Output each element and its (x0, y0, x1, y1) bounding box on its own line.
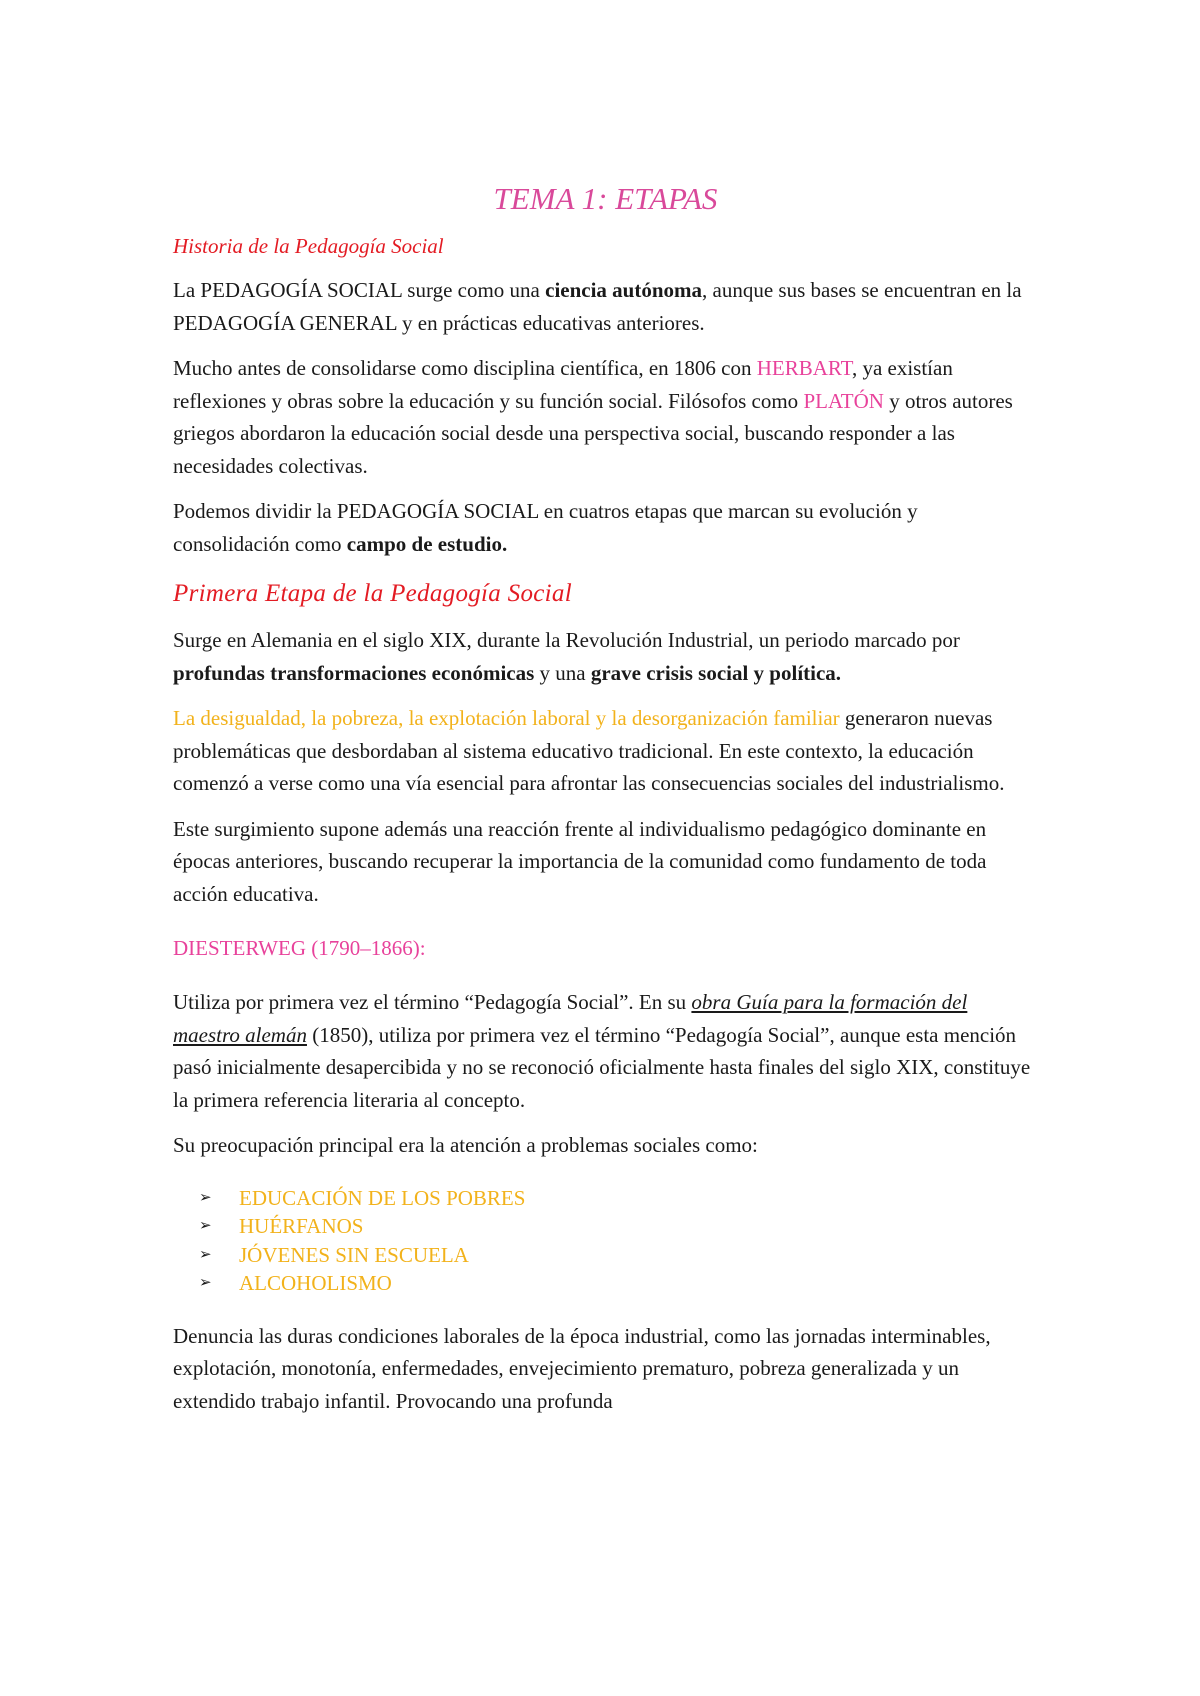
list-item (199, 1269, 1038, 1298)
bold-term: grave crisis social y política. (590, 660, 842, 685)
bold-term: profundas transformaciones económicas (173, 660, 535, 685)
text-run: Podemos dividir la PEDAGOGÍA SOCIAL en cuatros etapas que marcan su evolución y consolidación como (173, 499, 918, 556)
text-run: generaron nuevas problemáticas que desbordaban al sistema educativo tradicional. En este contexto, la educación comenzó a verse como una vía esencial para afrontar las consecuencias sociales del industrialismo. (173, 706, 1005, 795)
text-run: , aunque sus bases se encuentran en la PEDAGOGÍA GENERAL y en prácticas educativas anteriores. (173, 278, 1022, 335)
paragraph-origin (173, 624, 1038, 689)
person-heading: DIESTERWEG (1790–1866): (173, 936, 426, 960)
paragraph-history (173, 352, 1038, 482)
paragraph-stages (173, 495, 1038, 560)
arrow-bullet-icon: ➢ (199, 1189, 212, 1206)
work-title: obra Guía para la formación del maestro alemán (173, 990, 968, 1047)
problem-list (199, 1184, 1038, 1298)
paragraph-conditions: Denuncia las duras condiciones laborales de la época industrial, como las jornadas interminables, explotación, monotonía, enfermedades, envejecimiento prematuro, pobreza generalizada y un extendido trabajo infantil. Provocando una profunda (173, 1323, 991, 1413)
name-platon: PLATÓN (803, 388, 884, 413)
text-run: Surge en Alemania en el siglo XIX, durante la Revolución Industrial, un periodo marcado por (173, 628, 960, 652)
list-item (199, 1241, 1038, 1270)
text-run: Mucho antes de consolidarse como disciplina científica, en 1806 con (173, 356, 757, 380)
bold-term: ciencia autónoma (545, 278, 703, 302)
arrow-bullet-icon: ➢ (199, 1275, 212, 1291)
bold-term: campo de estudio. (346, 531, 508, 556)
page-title: TEMA 1: ETAPAS (493, 181, 718, 216)
list-item (199, 1212, 1038, 1241)
text-run: , ya existían reflexiones y obras sobre la educación y su función social. Filósofos como (173, 356, 953, 413)
list-item-label: ALCOHOLISMO (239, 1271, 392, 1295)
section-heading: Historia de la Pedagogía Social (173, 234, 444, 258)
document-body (173, 180, 1038, 1430)
list-item-label: JÓVENES SIN ESCUELA (239, 1242, 469, 1267)
paragraph-reaction: Este surgimiento supone además una reacción frente al individualismo pedagógico dominante en épocas anteriores, buscando recuperar la importancia de la comunidad como fundamento de toda acción educativa. (173, 816, 987, 906)
paragraph-concern: Su preocupación principal era la atención a problemas sociales como: (173, 1133, 758, 1157)
text-run: (1850), utiliza por primera vez el término “Pedagogía Social”, aunque esta mención pasó inicialmente desapercibida y no se reconoció oficialmente hasta finales del siglo XIX, constituye la primera referencia literaria al concepto. (173, 1022, 1031, 1112)
stage-heading: Primera Etapa de la Pedagogía Social (173, 580, 572, 607)
list-item (199, 1184, 1038, 1213)
arrow-bullet-icon: ➢ (199, 1246, 212, 1263)
text-run: Utiliza por primera vez el término “Pedagogía Social”. En su (173, 990, 692, 1014)
paragraph-diesterweg (173, 986, 1038, 1116)
name-herbart: HERBART (756, 356, 852, 380)
arrow-bullet-icon: ➢ (199, 1218, 212, 1234)
list-item-label: HUÉRFANOS (239, 1214, 364, 1238)
text-run: y una (534, 660, 591, 685)
text-run: y otros autores griegos abordaron la educación social desde una perspectiva social, buscando responder a las necesidades colectivas. (173, 388, 1013, 478)
text-run: La PEDAGOGÍA SOCIAL surge como una (173, 278, 546, 302)
paragraph-intro (173, 274, 1038, 339)
paragraph-problems (173, 702, 1038, 800)
list-item-label: EDUCACIÓN DE LOS POBRES (239, 1185, 526, 1210)
highlight-text: La desigualdad, la pobreza, la explotación laboral y la desorganización familiar (173, 706, 840, 730)
